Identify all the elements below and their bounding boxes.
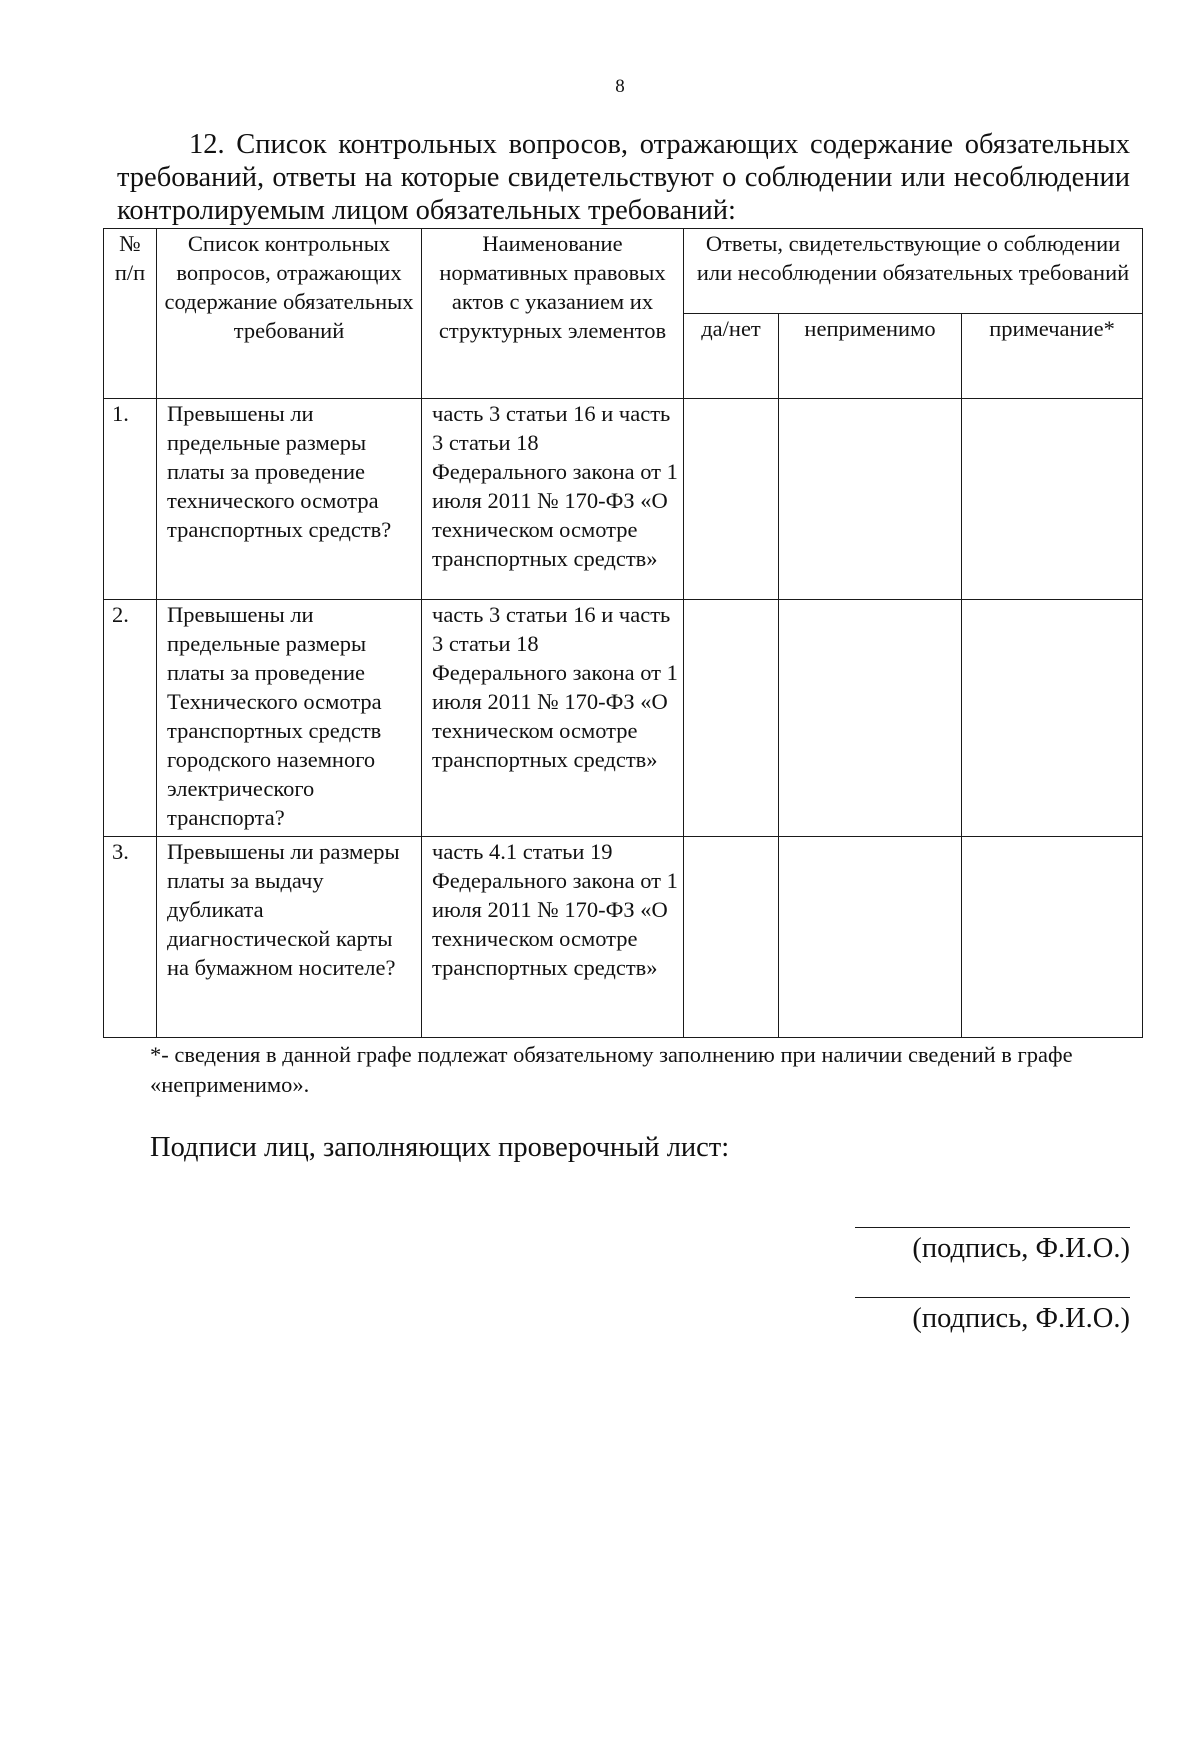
intro-paragraph: 12. Список контрольных вопросов, отражающих содержание обязательных требований, ответы на которые свидетельствуют о соблюдении или несоблюдении контролируемым лицом обязательных требований:: [117, 129, 1130, 226]
row-not-applicable-cell: [779, 399, 962, 600]
row-not-applicable-cell: [779, 837, 962, 1038]
table-row: [104, 399, 1143, 600]
row-number: 1.: [104, 399, 157, 600]
row-not-applicable-cell: [779, 600, 962, 837]
signatures-heading: Подписи лиц, заполняющих проверочный лист:: [150, 1132, 730, 1163]
header-note: примечание*: [962, 314, 1143, 399]
row-question: Превышены ли предельные размеры платы за проведение технического осмотра транспортных средств?: [157, 399, 422, 600]
signature-line: [855, 1227, 1130, 1228]
footnote: *- сведения в данной графе подлежат обязательному заполнению при наличии сведений в графе «неприменимо».: [150, 1042, 1073, 1097]
signature-caption: (подпись, Ф.И.О.): [912, 1233, 1130, 1264]
row-question: Превышены ли предельные размеры платы за проведение Технического осмотра транспортных средств городского наземного электрического транспорта?: [157, 600, 422, 837]
header-acts: Наименование нормативных правовых актов с указанием их структурных элементов: [422, 229, 684, 399]
checklist-table: [103, 228, 1143, 1038]
row-legal-act: часть 3 статьи 16 и часть 3 статьи 18 Федерального закона от 1 июля 2011 № 170-ФЗ «О техническом осмотре транспортных средств»: [422, 399, 684, 600]
row-yes-no-cell: [684, 600, 779, 837]
page-number: 8: [615, 76, 625, 97]
row-legal-act: часть 3 статьи 16 и часть 3 статьи 18 Федерального закона от 1 июля 2011 № 170-ФЗ «О техническом осмотре транспортных средств»: [422, 600, 684, 837]
row-note-cell: [962, 600, 1143, 837]
signature-block: [855, 1227, 1130, 1266]
row-note-cell: [962, 837, 1143, 1038]
row-number: 2.: [104, 600, 157, 837]
signature-line: [855, 1297, 1130, 1298]
header-questions: Список контрольных вопросов, отражающих содержание обязательных требований: [157, 229, 422, 399]
row-question: Превышены ли размеры платы за выдачу дубликата диагностической карты на бумажном носителе?: [157, 837, 422, 1038]
row-yes-no-cell: [684, 837, 779, 1038]
table-row: [104, 600, 1143, 837]
signature-caption: (подпись, Ф.И.О.): [912, 1303, 1130, 1334]
header-yes-no: да/нет: [684, 314, 779, 399]
signature-block: [855, 1297, 1130, 1336]
table-row: [104, 837, 1143, 1038]
row-yes-no-cell: [684, 399, 779, 600]
header-num: № п/п: [104, 229, 157, 399]
row-number: 3.: [104, 837, 157, 1038]
row-legal-act: часть 4.1 статьи 19 Федерального закона от 1 июля 2011 № 170-ФЗ «О техническом осмотре транспортных средств»: [422, 837, 684, 1038]
header-not-applicable: неприменимо: [779, 314, 962, 399]
row-note-cell: [962, 399, 1143, 600]
header-answers: Ответы, свидетельствующие о соблюдении или несоблюдении обязательных требований: [684, 229, 1143, 314]
